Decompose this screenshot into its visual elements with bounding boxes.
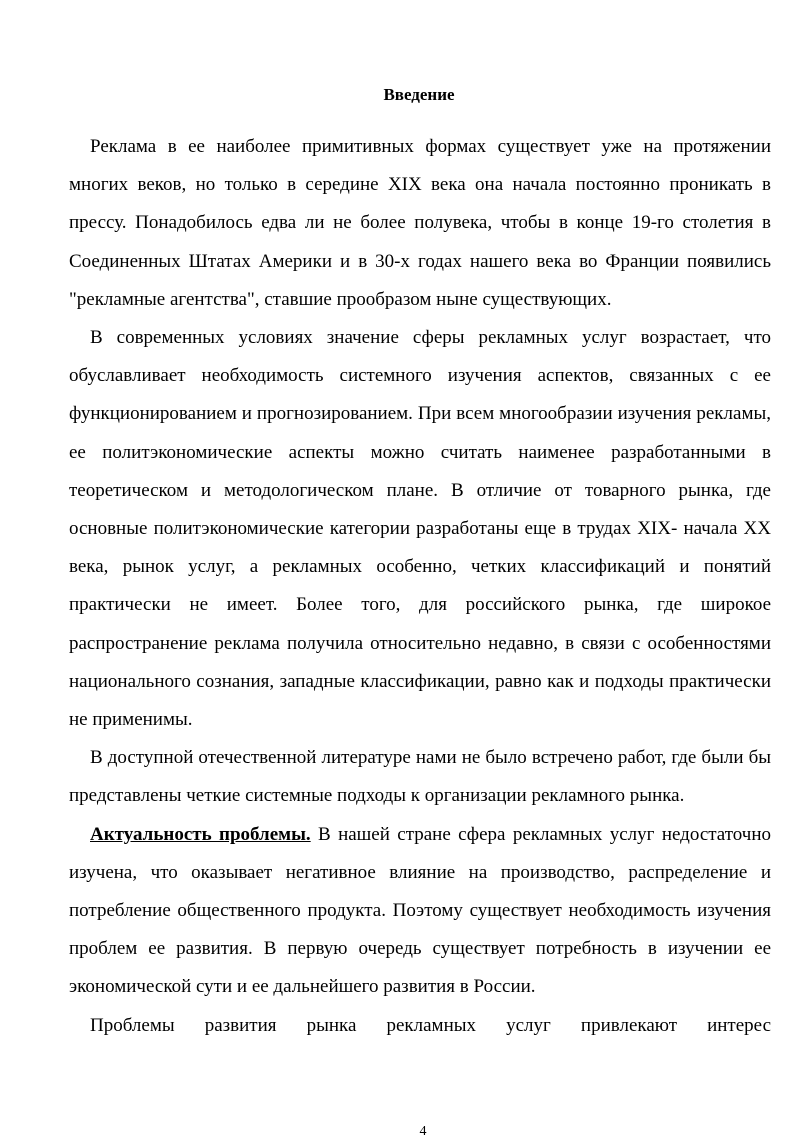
body-text [69, 128, 771, 1045]
section-lead: Актуальность проблемы. [90, 823, 311, 845]
paragraph-5: Проблемы развития рынка рекламных услуг привлекают интерес [90, 1014, 771, 1036]
paragraph-1: Реклама в ее наиболее примитивных формах существует уже на протяжении многих веков, но только в середине XIX века она начала постоянно проникать в прессу. Понадобилось едва ли не более полувека, чтобы в конце 19-го столетия в Соединенных Штатах Америки и в 30-х годах нашего века во Франции появились "рекламные агентства", ставшие прообразом ныне существующих. [69, 136, 771, 310]
paragraph-3: В доступной отечественной литературе нами не было встречено работ, где были бы представлены четкие системные подходы к организации рекламного рынка. [69, 747, 771, 807]
paragraph-2: В современных условиях значение сферы рекламных услуг возрастает, что обуславливает необходимость системного изучения аспектов, связанных с ее функционированием и прогнозированием. При всем многообразии изучения рекламы, ее политэкономические аспекты можно считать наименее разработанными в теоретическом и методологическом плане. В отличие от товарного рынка, где основные политэкономические категории разработаны еще в трудах XIX- начала XX века, рынок услуг, а рекламных особенно, четких классификаций и понятий практически не имеет. Более того, для российского рынка, где широкое распространение реклама получила относительно недавно, в связи с особенностями национального сознания, западные классификации, равно как и подходы практически не применимы. [69, 327, 771, 731]
paragraph-4 [69, 816, 771, 1007]
paragraph-4-text: В нашей стране сфера рекламных услуг недостаточно изучена, что оказывает негативное влияние на производство, распределение и потребление общественного продукта. Поэтому существует необходимость изучения проблем ее развития. В первую очередь существует потребность в изучении ее экономической сути и ее дальнейшего развития в России. [69, 823, 772, 998]
page-title: Введение [383, 85, 455, 104]
page-number: 4 [419, 1124, 427, 1139]
